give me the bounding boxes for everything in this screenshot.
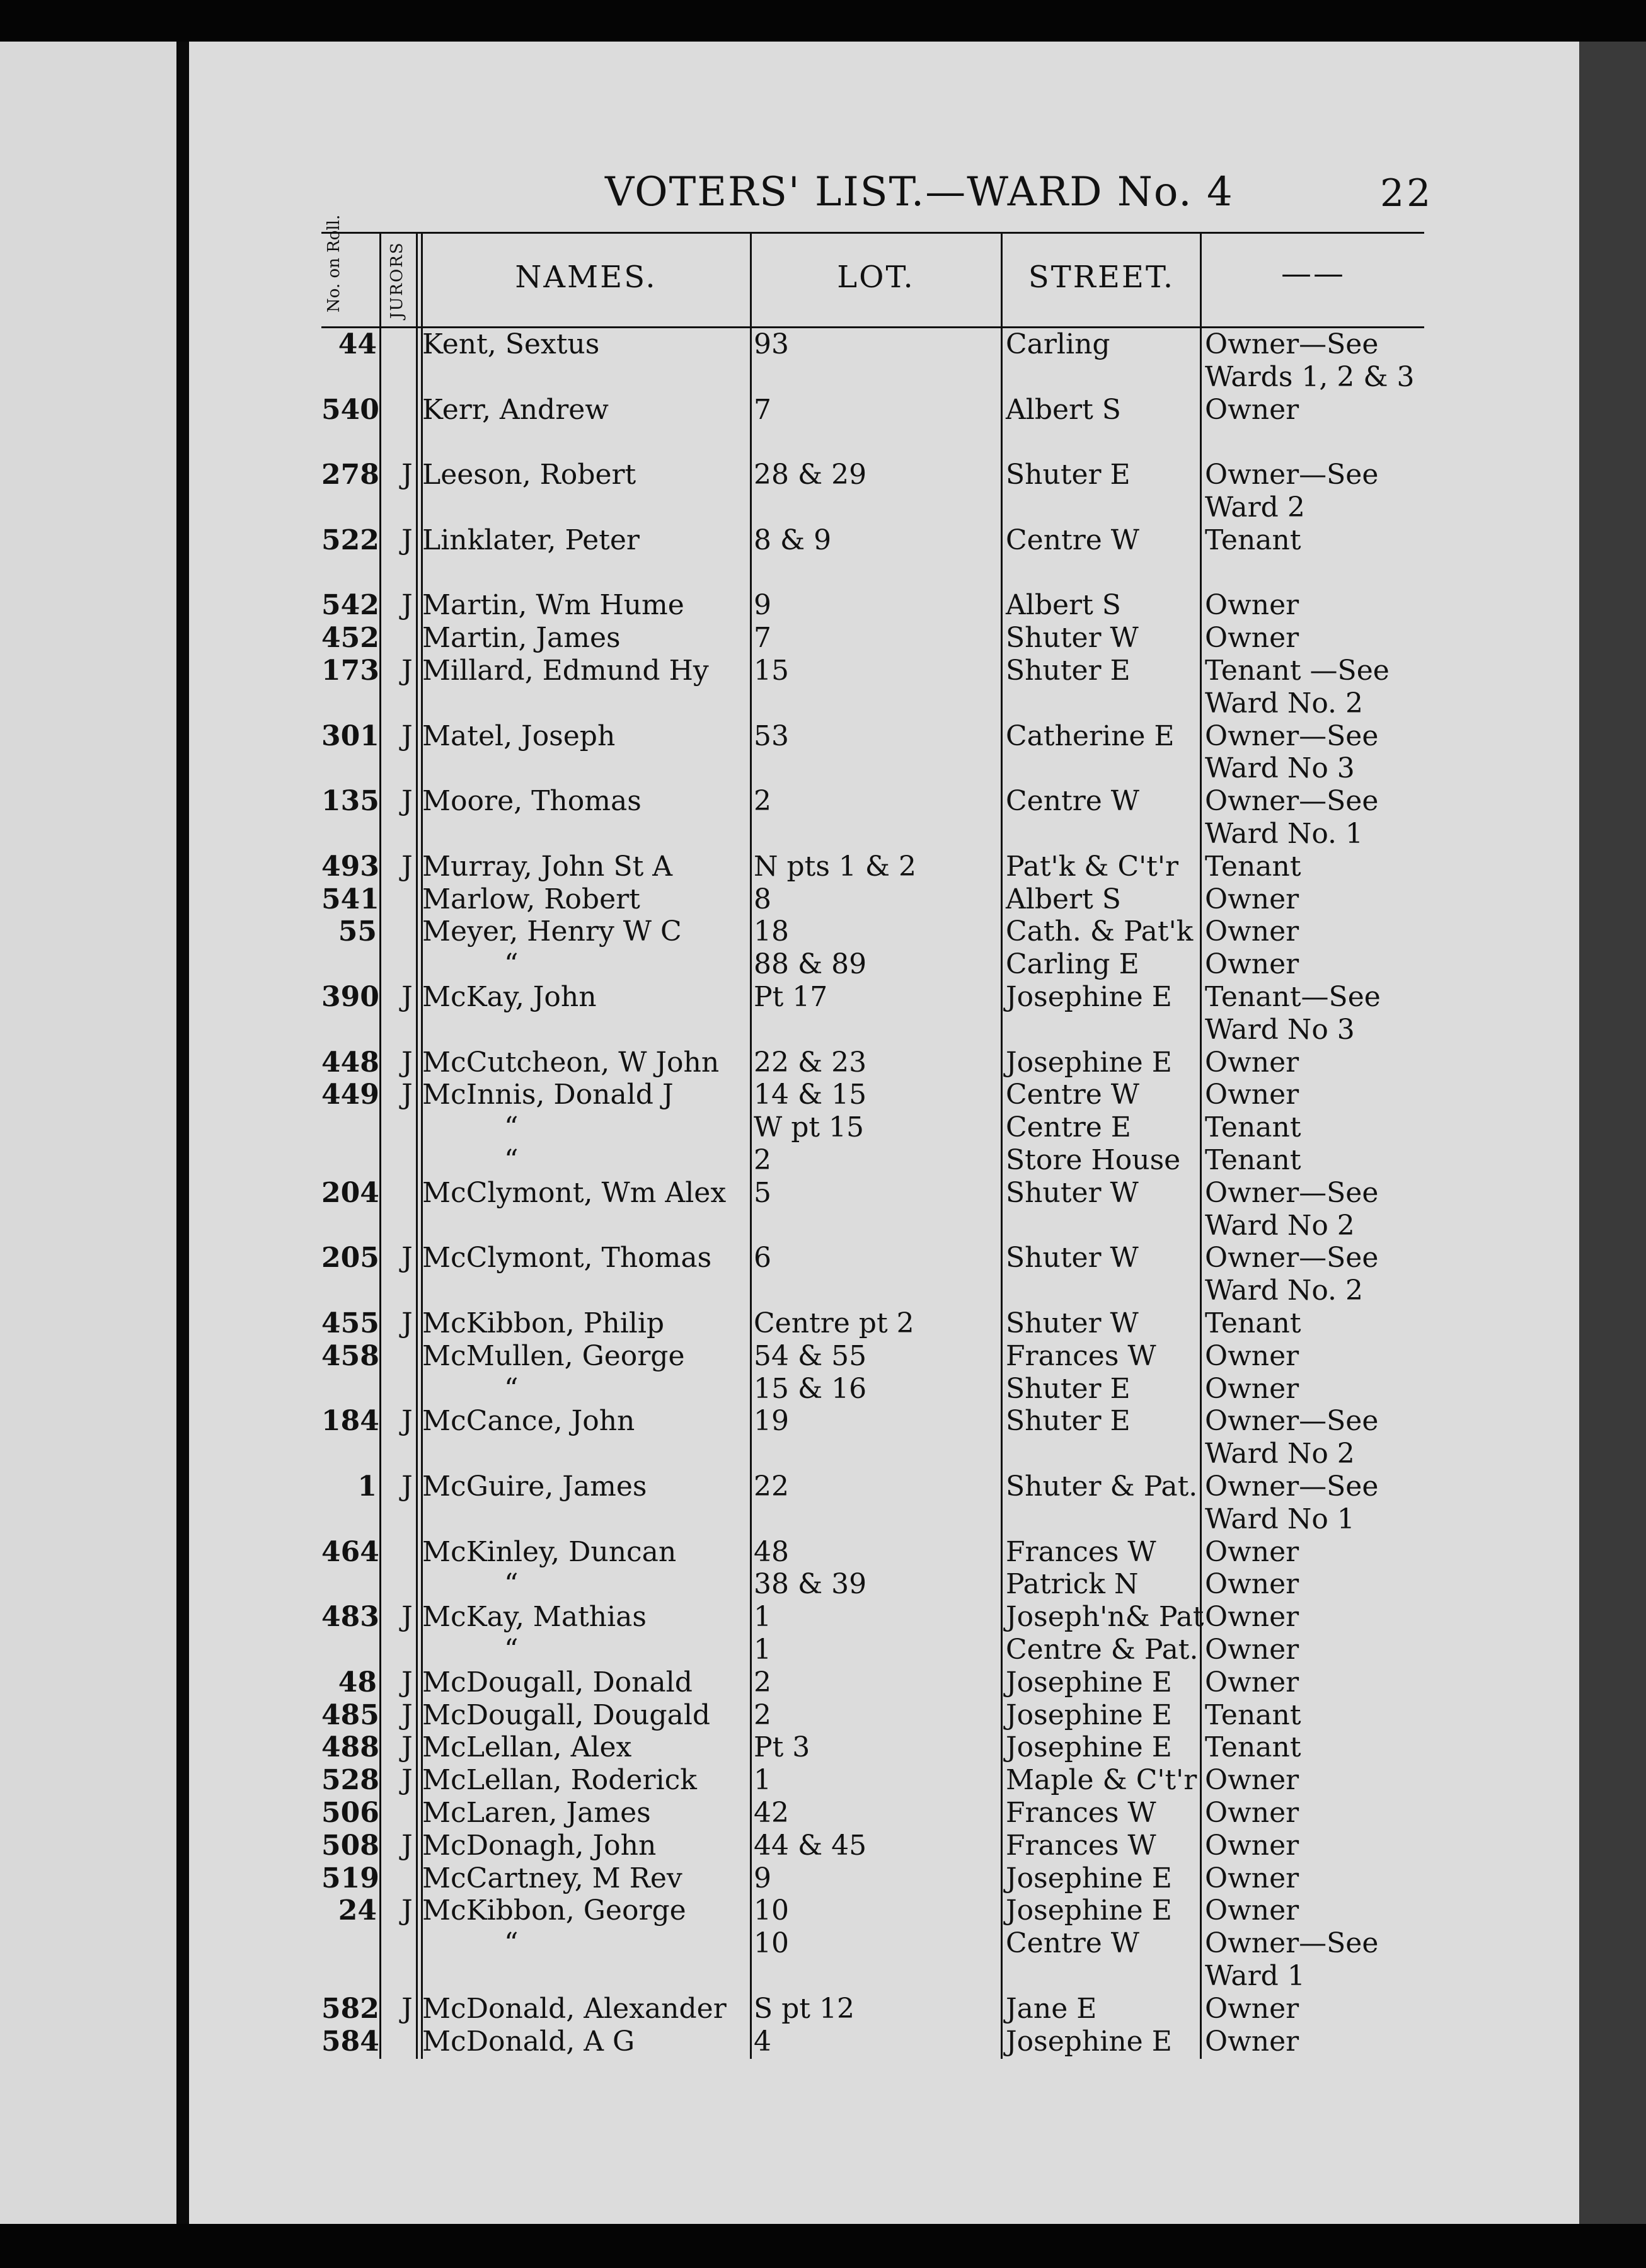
page-title: VOTERS' LIST.—WARD No. 4 (605, 169, 1234, 215)
lot-number: 5 (754, 1176, 771, 1209)
voter-status: Owner—See (1205, 1470, 1379, 1503)
juror-mark: J (401, 1405, 413, 1438)
roll-number: 582 (321, 1992, 379, 2025)
roll-number: 508 (321, 1829, 379, 1862)
table-row (321, 1046, 1424, 1079)
lot-number: 22 (754, 1470, 789, 1503)
table-row (321, 850, 1424, 883)
page-edge-shadow (1579, 42, 1646, 2224)
voter-name: McClymont, Wm Alex (422, 1176, 727, 1209)
voter-status: Ward No 3 (1205, 1013, 1355, 1046)
table-row (321, 328, 1424, 361)
voter-name: “ (504, 948, 519, 981)
lot-number: 22 & 23 (754, 1046, 867, 1079)
lot-number: 93 (754, 328, 789, 360)
table-row (321, 1830, 1424, 1862)
roll-number: 1 (357, 1470, 377, 1503)
juror-mark: J (401, 1992, 413, 2025)
street-name: Shuter & Pat. (1006, 1470, 1198, 1503)
street-name: Albert S (1006, 393, 1121, 426)
table-row (321, 1699, 1424, 1732)
roll-number: 528 (321, 1764, 379, 1797)
voter-name: McMullen, George (422, 1339, 685, 1372)
voter-status: Tenant (1205, 1144, 1301, 1176)
street-name: Centre W (1006, 1079, 1140, 1111)
lot-number: 18 (754, 915, 789, 948)
voter-name: “ (504, 1927, 519, 1960)
street-name: Shuter W (1006, 622, 1139, 655)
table-row (321, 1601, 1424, 1634)
facing-page-edge (0, 42, 176, 2224)
street-name: Shuter W (1006, 1242, 1139, 1274)
table-row (321, 1536, 1424, 1569)
roll-number: 455 (321, 1307, 379, 1339)
table-row (321, 1764, 1424, 1797)
lot-number: Centre pt 2 (754, 1307, 914, 1339)
street-name: Carling (1006, 328, 1110, 360)
table-row (321, 1797, 1424, 1830)
table-row (321, 622, 1424, 655)
street-name: Frances W (1006, 1829, 1156, 1862)
voter-status: Owner—See (1205, 1176, 1379, 1209)
street-name: Frances W (1006, 1797, 1156, 1829)
voter-status: Owner (1205, 393, 1299, 426)
voter-status: Owner (1205, 1079, 1299, 1111)
table-row (321, 361, 1424, 394)
roll-number: 485 (321, 1698, 379, 1731)
lot-number: W pt 15 (754, 1111, 865, 1144)
table-row (321, 1960, 1424, 1993)
roll-number: 173 (321, 655, 379, 687)
street-name: Josephine E (1006, 1731, 1172, 1764)
juror-mark: J (401, 1470, 413, 1503)
voter-name: McDougall, Dougald (422, 1698, 711, 1731)
lot-number: 38 & 39 (754, 1568, 867, 1601)
column-header-jurors: JURORS (388, 241, 406, 319)
roll-number: 24 (338, 1894, 377, 1927)
voter-name: Leeson, Robert (422, 459, 636, 491)
street-name: Pat'k & C't'r (1006, 850, 1179, 883)
street-name: Store House (1006, 1144, 1181, 1176)
street-name: Cath. & Pat'k (1006, 915, 1194, 948)
table-row (321, 1568, 1424, 1601)
voter-name: “ (504, 1568, 519, 1601)
lot-number: Pt 17 (754, 981, 828, 1013)
street-name: Patrick N (1006, 1568, 1139, 1601)
table-row (321, 818, 1424, 850)
table-row (321, 915, 1424, 948)
voter-status: Tenant—See (1205, 981, 1381, 1013)
voter-status: Owner (1205, 622, 1299, 655)
lot-number: 2 (754, 1144, 771, 1176)
table-row (321, 459, 1424, 491)
voter-status: Owner—See (1205, 328, 1379, 360)
voter-name: Millard, Edmund Hy (422, 655, 709, 687)
roll-number: 390 (321, 981, 379, 1013)
lot-number: 10 (754, 1894, 789, 1927)
lot-number: 1 (754, 1634, 771, 1666)
voter-name: McClymont, Thomas (422, 1242, 712, 1274)
roll-number: 301 (321, 719, 379, 752)
voter-name: McDonald, A G (422, 2025, 635, 2058)
table-row (321, 426, 1424, 459)
lot-number: 44 & 45 (754, 1829, 867, 1862)
voter-status: Owner (1205, 1634, 1299, 1666)
table-row (321, 1307, 1424, 1340)
street-name: Jane E (1006, 1992, 1097, 2025)
voter-status: Owner (1205, 1894, 1299, 1927)
juror-mark: J (401, 1894, 413, 1927)
voter-name: McCutcheon, W John (422, 1046, 720, 1079)
street-name: Josephine E (1006, 981, 1172, 1013)
table-row (321, 1634, 1424, 1666)
voter-name: McDougall, Donald (422, 1666, 693, 1698)
voter-status: Ward No 2 (1205, 1438, 1355, 1470)
roll-number: 452 (321, 622, 379, 655)
table-row (321, 1470, 1424, 1503)
roll-number: 519 (321, 1862, 379, 1894)
roll-number: 584 (321, 2025, 379, 2058)
street-name: Josephine E (1006, 2025, 1172, 2058)
voter-status: Owner (1205, 1046, 1299, 1079)
voter-status: Ward 2 (1205, 491, 1305, 524)
juror-mark: J (401, 850, 413, 883)
voter-status: Owner (1205, 1862, 1299, 1894)
lot-number: 15 & 16 (754, 1372, 867, 1405)
street-name: Josephine E (1006, 1046, 1172, 1079)
juror-mark: J (401, 719, 413, 752)
voter-status: Ward No. 2 (1205, 687, 1364, 719)
column-header-names: NAMES. (515, 260, 657, 295)
street-name: Centre W (1006, 1927, 1140, 1960)
voter-status: Ward No 3 (1205, 752, 1355, 785)
roll-number: 540 (321, 393, 379, 426)
voter-name: Kerr, Andrew (422, 393, 609, 426)
table-row (321, 1014, 1424, 1046)
column-header-status: —— (1281, 256, 1345, 291)
voter-name: McCance, John (422, 1405, 635, 1438)
street-name: Centre W (1006, 785, 1140, 818)
lot-number: 2 (754, 785, 771, 818)
voter-name: “ (504, 1144, 519, 1176)
juror-mark: J (401, 1731, 413, 1764)
voter-status: Owner—See (1205, 1242, 1379, 1274)
juror-mark: J (401, 785, 413, 818)
lot-number: 53 (754, 719, 789, 752)
roll-number: 448 (321, 1046, 379, 1079)
table-row (321, 1274, 1424, 1307)
street-name: Josephine E (1006, 1862, 1172, 1894)
voter-name: McLellan, Roderick (422, 1764, 697, 1797)
voter-name: McLellan, Alex (422, 1731, 632, 1764)
lot-number: 14 & 15 (754, 1079, 867, 1111)
juror-mark: J (401, 524, 413, 556)
street-name: Centre E (1006, 1111, 1131, 1144)
voter-status: Owner (1205, 915, 1299, 948)
voter-status: Tenant (1205, 1731, 1301, 1764)
voter-name: Linklater, Peter (422, 524, 640, 556)
lot-number: 7 (754, 622, 771, 655)
voter-status: Ward No. 2 (1205, 1274, 1364, 1307)
voter-status: Owner (1205, 1992, 1299, 2025)
lot-number: 19 (754, 1405, 789, 1438)
voter-name: McDonagh, John (422, 1829, 657, 1862)
juror-mark: J (401, 1666, 413, 1698)
voter-status: Owner—See (1205, 459, 1379, 491)
column-header-lot: LOT. (837, 260, 915, 295)
voter-name: McDonald, Alexander (422, 1992, 727, 2025)
voter-status: Tenant (1205, 1307, 1301, 1339)
roll-number: 278 (321, 459, 379, 491)
table-row (321, 1210, 1424, 1242)
lot-number: 48 (754, 1535, 789, 1568)
roll-number: 541 (321, 883, 379, 915)
juror-mark: J (401, 1079, 413, 1111)
voter-status: Tenant (1205, 1698, 1301, 1731)
table-row (321, 1242, 1424, 1274)
voter-status: Owner—See (1205, 1927, 1379, 1960)
lot-number: 88 & 89 (754, 948, 867, 981)
voter-status: Owner (1205, 1829, 1299, 1862)
lot-number: 2 (754, 1666, 771, 1698)
lot-number: 8 (754, 883, 771, 915)
roll-number: 204 (321, 1176, 379, 1209)
voter-status: Ward No. 1 (1205, 818, 1364, 850)
table-row (321, 491, 1424, 524)
table-row (321, 1079, 1424, 1111)
voter-status: Tenant (1205, 524, 1301, 556)
street-name: Shuter E (1006, 459, 1131, 491)
book-spine (176, 42, 190, 2224)
juror-mark: J (401, 459, 413, 491)
table-row (321, 1503, 1424, 1536)
lot-number: 4 (754, 2025, 771, 2058)
voter-status: Owner (1205, 1666, 1299, 1698)
street-name: Albert S (1006, 883, 1121, 915)
voter-status: Owner (1205, 948, 1299, 981)
roll-number: 542 (321, 589, 379, 622)
street-name: Josephine E (1006, 1666, 1172, 1698)
table-row (321, 557, 1424, 590)
street-name: Maple & C't'r (1006, 1764, 1197, 1797)
roll-number: 44 (338, 328, 377, 360)
roll-number: 493 (321, 850, 379, 883)
voter-status: Owner (1205, 883, 1299, 915)
roll-number: 184 (321, 1405, 379, 1438)
lot-number: S pt 12 (754, 1992, 855, 2025)
voter-status: Owner—See (1205, 785, 1379, 818)
table-row (321, 1111, 1424, 1144)
table-row (321, 655, 1424, 687)
table-row (321, 981, 1424, 1014)
voter-name: Martin, Wm Hume (422, 589, 684, 622)
column-header-street: STREET. (1028, 260, 1175, 295)
juror-mark: J (401, 589, 413, 622)
table-row (321, 785, 1424, 818)
voter-status: Ward No 1 (1205, 1503, 1355, 1535)
street-name: Carling E (1006, 948, 1139, 981)
voter-status: Tenant (1205, 850, 1301, 883)
table-row (321, 1862, 1424, 1895)
table-row (321, 1177, 1424, 1210)
roll-number: 464 (321, 1535, 379, 1568)
voter-name: McKibbon, Philip (422, 1307, 665, 1339)
roll-number: 506 (321, 1797, 379, 1829)
page-number: 22 (1380, 171, 1434, 215)
voter-status: Owner (1205, 1568, 1299, 1601)
table-row (321, 1373, 1424, 1406)
voter-name: Marlow, Robert (422, 883, 640, 915)
juror-mark: J (401, 1764, 413, 1797)
lot-number: 42 (754, 1797, 789, 1829)
voter-name: Murray, John St A (422, 850, 673, 883)
lot-number: 9 (754, 589, 771, 622)
voter-name: McKibbon, George (422, 1894, 686, 1927)
roll-number: 483 (321, 1601, 379, 1634)
lot-number: 1 (754, 1601, 771, 1634)
street-name: Josephine E (1006, 1894, 1172, 1927)
lot-number: 7 (754, 393, 771, 426)
table-row (321, 1405, 1424, 1438)
voter-name: Moore, Thomas (422, 785, 642, 818)
voter-status: Owner (1205, 1797, 1299, 1829)
voter-name: McInnis, Donald J (422, 1079, 674, 1111)
table-row (321, 752, 1424, 785)
voter-status: Owner (1205, 1764, 1299, 1797)
lot-number: 10 (754, 1927, 789, 1960)
juror-mark: J (401, 1046, 413, 1079)
voter-status: Owner (1205, 1372, 1299, 1405)
street-name: Frances W (1006, 1535, 1156, 1568)
roll-number: 449 (321, 1079, 379, 1111)
table-row (321, 1993, 1424, 2025)
voter-name: McKinley, Duncan (422, 1535, 677, 1568)
table-row (321, 1731, 1424, 1764)
voter-name: “ (504, 1634, 519, 1666)
voter-status: Owner (1205, 1601, 1299, 1634)
voter-name: McLaren, James (422, 1797, 651, 1829)
roll-number: 205 (321, 1242, 379, 1274)
table-row (321, 394, 1424, 427)
table-row (321, 687, 1424, 720)
voter-name: “ (504, 1111, 519, 1144)
lot-number: 15 (754, 655, 789, 687)
lot-number: 8 & 9 (754, 524, 832, 556)
roll-number: 522 (321, 524, 379, 556)
roll-number: 458 (321, 1339, 379, 1372)
voter-name: “ (504, 1372, 519, 1405)
lot-number: Pt 3 (754, 1731, 810, 1764)
roll-number: 55 (338, 915, 377, 948)
street-name: Centre W (1006, 524, 1140, 556)
juror-mark: J (401, 655, 413, 687)
table-row (321, 883, 1424, 916)
street-name: Centre & Pat. (1006, 1634, 1199, 1666)
street-name: Shuter W (1006, 1176, 1139, 1209)
voter-status: Owner (1205, 1535, 1299, 1568)
juror-mark: J (401, 1307, 413, 1339)
table-top-rule (321, 232, 1424, 234)
table-row (321, 1340, 1424, 1373)
roll-number: 48 (338, 1666, 377, 1698)
voter-name: Meyer, Henry W C (422, 915, 682, 948)
table-row (321, 1438, 1424, 1470)
street-name: Frances W (1006, 1339, 1156, 1372)
voter-status: Wards 1, 2 & 3 (1205, 360, 1415, 393)
voter-status: Ward No 2 (1205, 1209, 1355, 1242)
voter-name: McGuire, James (422, 1470, 647, 1503)
table-row (321, 720, 1424, 753)
juror-mark: J (401, 1601, 413, 1634)
lot-number: 1 (754, 1764, 771, 1797)
table-row (321, 1894, 1424, 1927)
voter-name: Martin, James (422, 622, 621, 655)
voter-name: McKay, John (422, 981, 597, 1013)
juror-mark: J (401, 1829, 413, 1862)
juror-mark: J (401, 1242, 413, 1274)
roll-number: 488 (321, 1731, 379, 1764)
juror-mark: J (401, 1698, 413, 1731)
voter-status: Owner—See (1205, 719, 1379, 752)
voter-status: Owner (1205, 2025, 1299, 2058)
table-row (321, 1927, 1424, 1960)
lot-number: 9 (754, 1862, 771, 1894)
voter-status: Tenant (1205, 1111, 1301, 1144)
juror-mark: J (401, 981, 413, 1013)
voter-name: Kent, Sextus (422, 328, 600, 360)
street-name: Catherine E (1006, 719, 1175, 752)
table-row (321, 524, 1424, 557)
street-name: Shuter W (1006, 1307, 1139, 1339)
voter-status: Owner (1205, 1339, 1299, 1372)
table-row (321, 2025, 1424, 2058)
lot-number: 2 (754, 1698, 771, 1731)
voter-status: Owner—See (1205, 1405, 1379, 1438)
voter-name: McCartney, M Rev (422, 1862, 682, 1894)
voter-status: Ward 1 (1205, 1960, 1305, 1992)
table-row (321, 1144, 1424, 1177)
table-row (321, 1666, 1424, 1699)
column-header-roll: No. on Roll. (325, 214, 343, 312)
voter-status: Owner (1205, 589, 1299, 622)
lot-number: 6 (754, 1242, 771, 1274)
table-row (321, 589, 1424, 622)
street-name: Joseph'n& Pat (1006, 1601, 1204, 1634)
street-name: Josephine E (1006, 1698, 1172, 1731)
lot-number: 28 & 29 (754, 459, 867, 491)
voter-status: Tenant —See (1205, 655, 1390, 687)
street-name: Shuter E (1006, 1372, 1131, 1405)
voter-name: Matel, Joseph (422, 719, 616, 752)
street-name: Albert S (1006, 589, 1121, 622)
street-name: Shuter E (1006, 655, 1131, 687)
table-row (321, 948, 1424, 981)
lot-number: N pts 1 & 2 (754, 850, 917, 883)
lot-number: 54 & 55 (754, 1339, 867, 1372)
roll-number: 135 (321, 785, 379, 818)
street-name: Shuter E (1006, 1405, 1131, 1438)
voter-name: McKay, Mathias (422, 1601, 647, 1634)
